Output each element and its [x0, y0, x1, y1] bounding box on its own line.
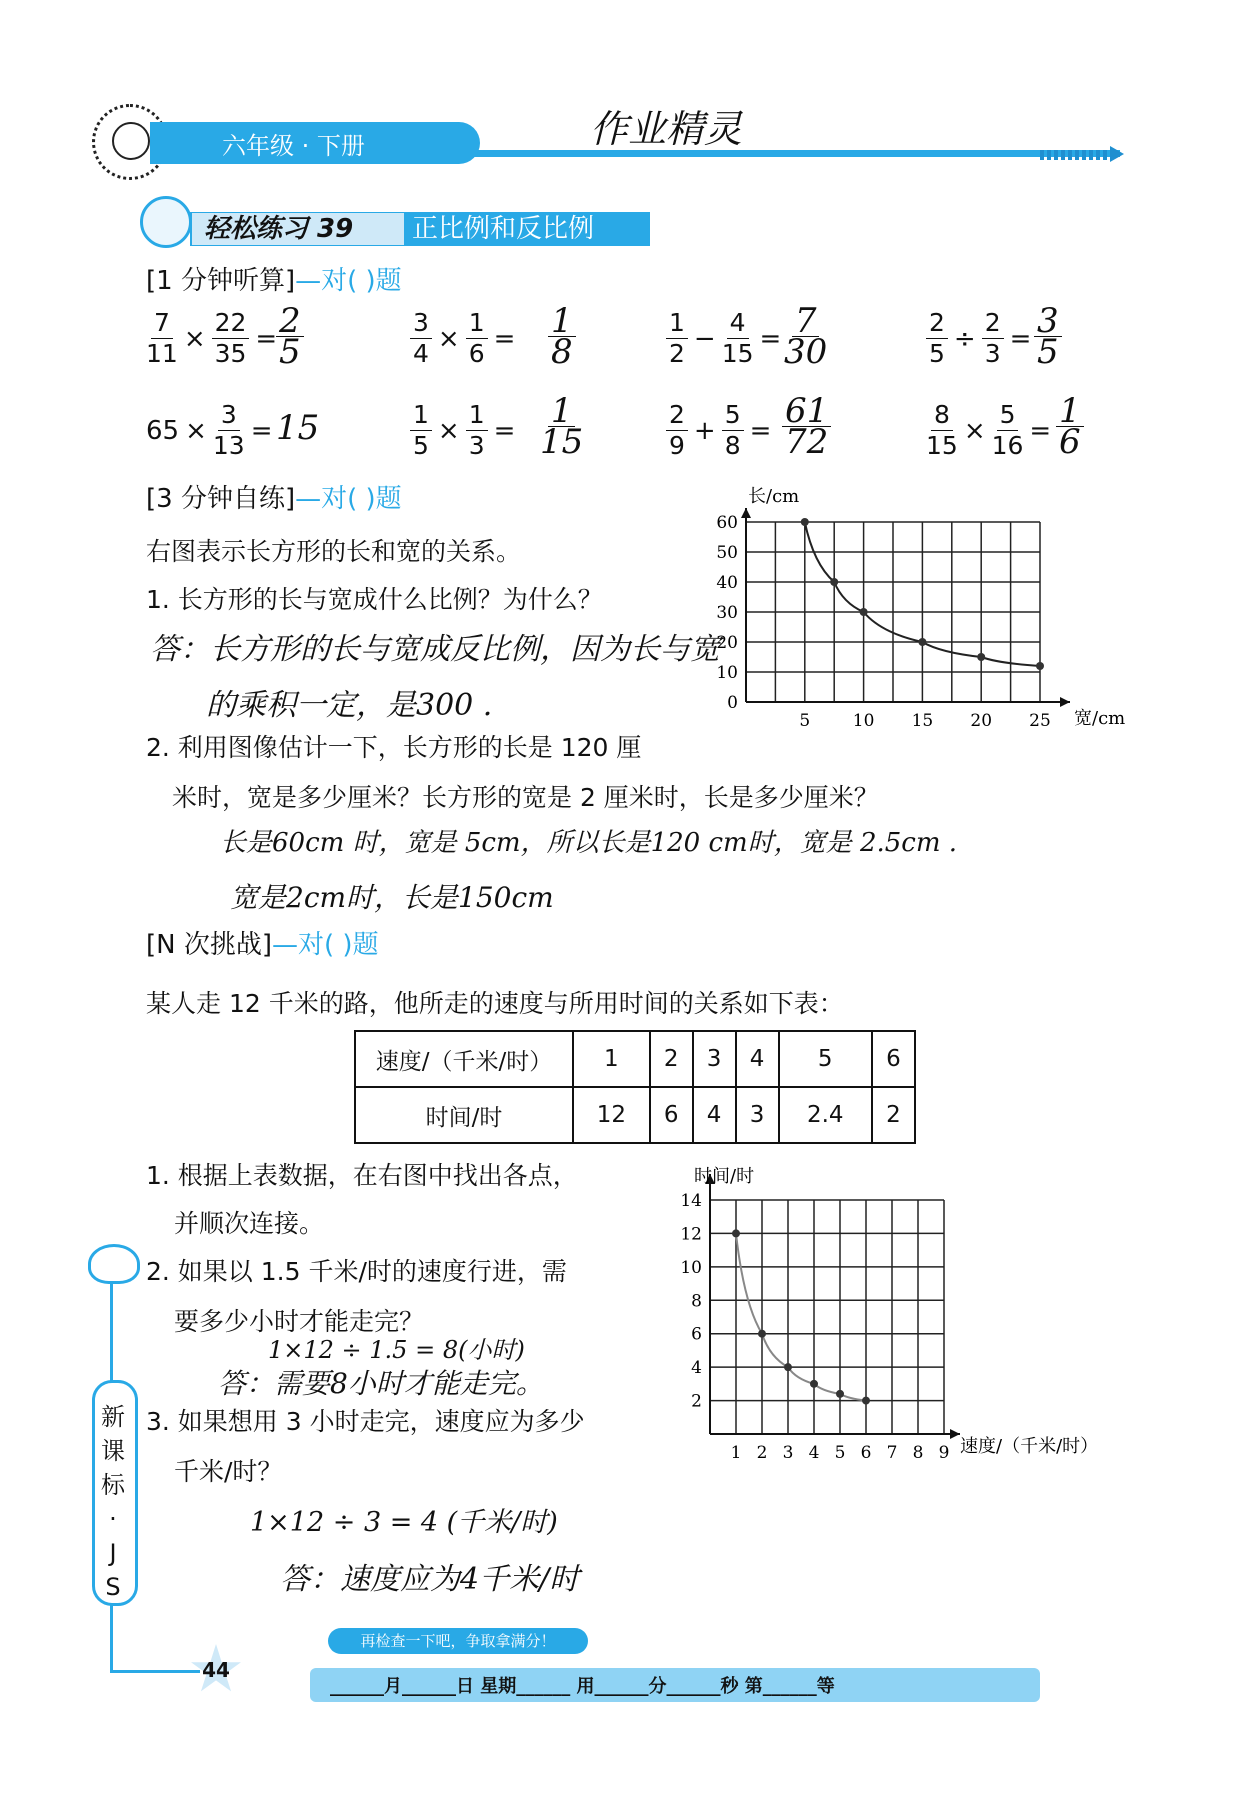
answer-item-6: $\frac{1}{15}$ — [540, 391, 584, 462]
chart1-xlabel: 宽/cm — [1074, 708, 1126, 729]
y-tick-label: 30 — [716, 603, 738, 623]
data-point — [784, 1363, 792, 1371]
data-point — [801, 518, 809, 526]
part3-answer-2-line2: 答：需要8小时才能走完。 — [218, 1367, 544, 1400]
y-tick-label: 10 — [716, 663, 738, 683]
chart2-xlabel: 速度/（千米/时） — [960, 1436, 1099, 1457]
part2-question-1: 1. 长方形的长与宽成什么比例？为什么？ — [146, 585, 603, 614]
y-axis-arrow-icon — [741, 508, 751, 518]
y-tick-label: 2 — [691, 1391, 702, 1412]
part3-question-3-line1: 3. 如果想用 3 小时走完，速度应为多少 — [146, 1407, 585, 1436]
footer-tip: 再检查一下吧，争取拿满分！ — [328, 1628, 588, 1654]
part3-question-3-line2: 千米/时？ — [174, 1457, 283, 1486]
chart2-grid — [710, 1200, 944, 1434]
x-tick-label: 6 — [860, 1443, 872, 1460]
calc-item-7: $\frac{2}{9}$ + $\frac{5}{8}$ = — [666, 400, 771, 461]
chart2-curve — [732, 1229, 870, 1404]
part3-title: [N 次挑战] — [146, 930, 273, 960]
lesson-label: 轻松练习 39 — [192, 213, 404, 245]
y-tick-label: 40 — [716, 573, 738, 593]
part2-title: [3 分钟自练] — [146, 484, 296, 514]
sidebar-hline — [110, 1670, 200, 1673]
table-cell: 2.4 — [779, 1087, 873, 1143]
part1-score: —对( )题 — [295, 266, 402, 296]
y-tick-label: 14 — [680, 1191, 702, 1211]
answer-item-8: $\frac{1}{6}$ — [1056, 396, 1084, 457]
x-tick-label: 2 — [756, 1443, 768, 1460]
answer-item-1: $\frac{2}{5}$ — [276, 306, 304, 367]
calc-item-6: $\frac{1}{5}$ × $\frac{1}{3}$ = — [410, 400, 515, 461]
table-cell: 4 — [693, 1087, 736, 1143]
answer-item-5: 15 — [276, 408, 320, 448]
calc-item-5: 65 × $\frac{3}{13}$ = — [146, 400, 273, 460]
data-point — [977, 653, 985, 661]
table-cell: 4 — [736, 1031, 779, 1087]
y-tick-label: 8 — [691, 1291, 702, 1312]
part1-label — [146, 260, 402, 297]
part2-question-2-line1: 2. 利用图像估计一下，长方形的长是 120 厘 — [146, 733, 642, 762]
x-tick-label: 20 — [970, 711, 993, 731]
table-cell: 时间/时 — [355, 1087, 573, 1143]
arrow-right-icon — [1110, 146, 1124, 162]
table-cell: 2 — [872, 1087, 915, 1143]
chart1-ticks — [716, 513, 1050, 731]
calc-item-2: $\frac{3}{4}$ × $\frac{1}{6}$ = — [410, 308, 515, 369]
series-line — [736, 1233, 866, 1400]
x-tick-label: 4 — [808, 1443, 820, 1460]
x-tick-label: 5 — [834, 1443, 846, 1460]
part3-question-2-line2: 要多少小时才能走完？ — [174, 1307, 425, 1336]
table-cell: 2 — [650, 1031, 693, 1087]
y-tick-label: 20 — [716, 633, 738, 653]
calc-item-1: $\frac{7}{11}$ × $\frac{22}{35}$ = — [146, 308, 278, 368]
data-point — [918, 638, 926, 646]
part3-score: —对( )题 — [272, 930, 379, 960]
x-axis-arrow-icon — [1060, 697, 1070, 707]
x-tick-label: 10 — [852, 711, 875, 731]
x-tick-label: 5 — [799, 711, 811, 731]
table-cell: 5 — [779, 1031, 873, 1087]
part2-answer-1-line1: 答：长方形的长与宽成反比例，因为长与宽 — [150, 632, 720, 667]
chart-length-width — [700, 480, 1140, 740]
x-tick-label: 7 — [886, 1443, 898, 1460]
data-point — [836, 1390, 844, 1398]
answer-item-3: $\frac{7}{30}$ — [784, 301, 828, 372]
part2-answer-2-line2: 宽是2cm时，长是150cm — [230, 881, 554, 914]
y-tick-label: 6 — [691, 1324, 702, 1345]
mascot-face-icon — [112, 122, 150, 160]
x-tick-label: 8 — [912, 1443, 924, 1460]
x-tick-label: 9 — [938, 1443, 950, 1460]
part3-answer-3-line1: 1×12 ÷ 3 = 4 (千米/时) — [250, 1507, 558, 1538]
x-tick-label: 15 — [911, 711, 934, 731]
table-cell: 12 — [573, 1087, 650, 1143]
part3-question-1-line1: 1. 根据上表数据，在右图中找出各点， — [146, 1161, 578, 1190]
x-axis-arrow-icon — [950, 1429, 960, 1439]
y-tick-label: 12 — [680, 1224, 702, 1245]
table-cell: 6 — [650, 1087, 693, 1143]
part3-answer-3-line2: 答：速度应为4千米/时 — [280, 1562, 580, 1597]
data-point — [860, 608, 868, 616]
y-tick-label: 0 — [727, 693, 738, 713]
y-tick-label: 4 — [691, 1358, 702, 1379]
x-tick-label: 25 — [1029, 711, 1051, 731]
part2-label — [146, 478, 402, 515]
brand-title: 作业精灵 — [590, 107, 743, 151]
chart1-axes — [741, 508, 1070, 707]
part3-question-1-line2: 并顺次连接。 — [174, 1209, 325, 1238]
chart1-grid — [746, 522, 1040, 702]
part3-question-2-line1: 2. 如果以 1.5 千米/时的速度行进，需 — [146, 1257, 567, 1286]
calc-item-4: $\frac{2}{5}$ ÷ $\frac{2}{3}$ = — [926, 308, 1031, 369]
table-cell: 3 — [736, 1087, 779, 1143]
table-cell: 6 — [872, 1031, 915, 1087]
part2-answer-1-line2: 的乘积一定，是300 . — [206, 688, 493, 723]
footer-date-line: ______月______日 星期______ 用______分______秒 第______等 — [330, 1676, 835, 1697]
part2-answer-2-line1: 长是60cm 时，宽是 5cm，所以长是120 cm时，宽是 2.5cm . — [220, 828, 958, 858]
table-cell: 1 — [573, 1031, 650, 1087]
data-point — [810, 1380, 818, 1388]
data-point — [758, 1330, 766, 1338]
part3-label — [146, 924, 379, 961]
chart2-ylabel: 时间/时 — [694, 1166, 755, 1187]
page-number: 44 — [202, 1658, 230, 1682]
grade-label: 六年级 · 下册 — [222, 132, 365, 160]
sidebar-label: 新 课 标 · J S — [101, 1403, 125, 1601]
part2-question-2-line2: 米时，宽是多少厘米？长方形的宽是 2 厘米时，长是多少厘米？ — [172, 783, 879, 812]
x-tick-label: 3 — [782, 1443, 794, 1460]
part2-score: —对( )题 — [295, 484, 402, 514]
x-tick-label: 1 — [730, 1443, 742, 1460]
part2-intro: 右图表示长方形的长和宽的关系。 — [146, 537, 522, 566]
calc-item-8: $\frac{8}{15}$ × $\frac{5}{16}$ = — [926, 400, 1052, 460]
alarm-clock-icon — [140, 196, 192, 248]
table-row — [355, 1031, 915, 1087]
answer-item-7: $\frac{61}{72}$ — [782, 396, 831, 457]
part3-intro: 某人走 12 千米的路，他所走的速度与所用时间的关系如下表： — [146, 989, 844, 1018]
answer-item-2: $\frac{1}{8}$ — [548, 306, 576, 367]
part1-title: [1 分钟听算] — [146, 266, 296, 296]
topic-label: 正比例和反比例 — [412, 214, 595, 244]
y-tick-label: 60 — [716, 513, 738, 533]
data-point — [1036, 662, 1044, 670]
y-tick-label: 50 — [716, 543, 738, 563]
chart1-ylabel: 长/cm — [748, 486, 800, 507]
answer-item-4: $\frac{3}{5}$ — [1034, 306, 1062, 367]
frog-icon — [88, 1244, 140, 1284]
table-row — [355, 1087, 915, 1143]
data-point — [830, 578, 838, 586]
calc-item-3: $\frac{1}{2}$ − $\frac{4}{15}$ = — [666, 308, 781, 369]
speed-time-table — [354, 1030, 916, 1144]
y-tick-label: 10 — [680, 1257, 702, 1278]
header-dashes — [1040, 150, 1110, 160]
data-point — [862, 1397, 870, 1405]
chart-speed-time — [630, 1160, 1130, 1460]
data-point — [732, 1229, 740, 1237]
table-cell: 3 — [693, 1031, 736, 1087]
table-cell: 速度/（千米/时） — [355, 1031, 573, 1087]
chart2-ticks — [680, 1191, 949, 1460]
chart2-axes — [705, 1174, 960, 1439]
part3-answer-2-line1: 1×12 ÷ 1.5 = 8(小时) — [268, 1336, 525, 1364]
